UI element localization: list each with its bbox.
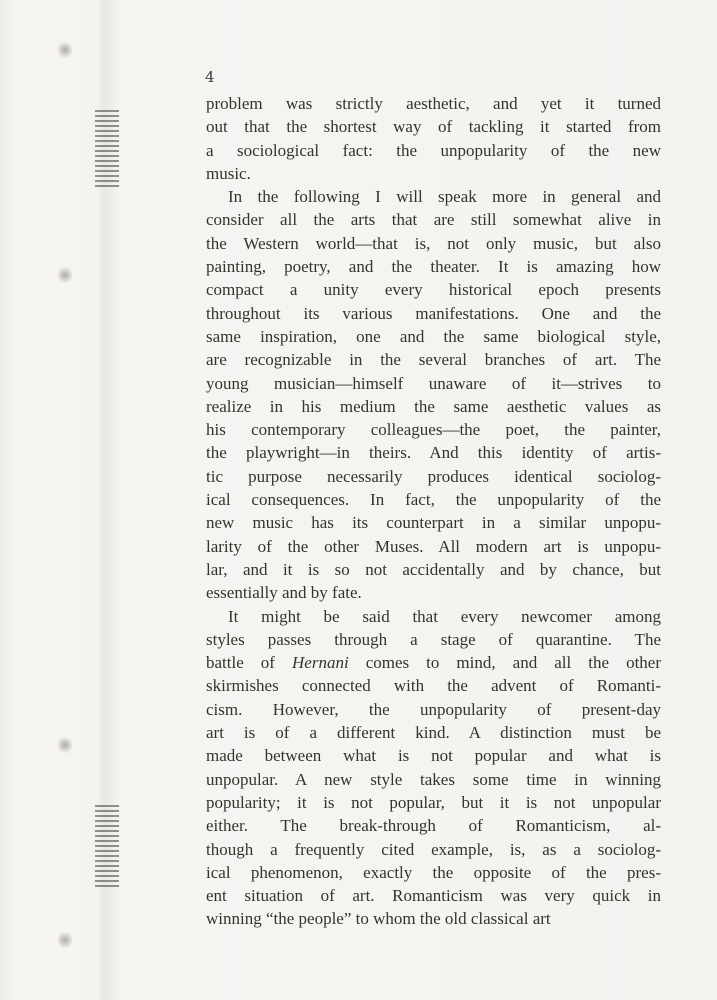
page-number: 4 — [205, 68, 215, 86]
text-line: consider all the arts that are still somewhat alive in — [206, 210, 661, 230]
text-line: cism. However, the unpopularity of present-day — [206, 699, 661, 719]
text-line: the playwright—in theirs. And this identity of artis- — [206, 443, 661, 463]
text-line: a sociological fact: the unpopularity of the new — [206, 140, 661, 160]
punch-hole-mark — [58, 930, 72, 950]
text-line: the Western world—that is, not only music, but also — [206, 233, 661, 253]
text-line: It might be said that every newcomer among — [228, 606, 661, 626]
text-line: young musician—himself unaware of it—strives to — [206, 373, 661, 393]
text-line: art is of a different kind. A distinction must be — [206, 723, 661, 743]
text-line: unpopular. A new style takes some time in winning — [206, 769, 661, 789]
text-line: popularity; it is not popular, but it is not unpopular — [206, 792, 661, 812]
text-line: music. — [206, 163, 251, 183]
text-line: made between what is not popular and what is — [206, 746, 661, 766]
text-line: new music has its counterpart in a similar unpopu- — [206, 513, 661, 533]
text-line: throughout its various manifestations. One and the — [206, 303, 661, 323]
paragraph — [206, 185, 661, 604]
punch-hole-mark — [58, 40, 72, 60]
text-line: same inspiration, one and the same biological style, — [206, 326, 661, 346]
text-line: essentially and by fate. — [206, 583, 362, 603]
text-line: ical phenomenon, exactly the opposite of the pres- — [206, 862, 661, 882]
paragraph — [206, 92, 661, 185]
body-text — [206, 92, 661, 931]
text-line: either. The break-through of Romanticism, al- — [206, 816, 661, 836]
binding-stitch-mark — [95, 110, 119, 190]
text-line: though a frequently cited example, is, as a sociolog- — [206, 839, 661, 859]
text-line: winning “the people” to whom the old classical art — [206, 909, 551, 929]
text-line: In the following I will speak more in general and — [228, 187, 661, 207]
text-line: lar, and it is so not accidentally and by chance, but — [206, 559, 661, 579]
text-line: ical consequences. In fact, the unpopularity of the — [206, 490, 661, 510]
text-line: styles passes through a stage of quarantine. The — [206, 629, 661, 649]
text-line: are recognizable in the several branches of art. The — [206, 350, 661, 370]
paragraph — [206, 605, 661, 931]
text-line: his contemporary colleagues—the poet, the painter, — [206, 420, 661, 440]
text-line: tic purpose necessarily produces identical sociolog- — [206, 466, 661, 486]
punch-hole-mark — [58, 735, 72, 755]
text-line: ent situation of art. Romanticism was very quick in — [206, 886, 661, 906]
text-line: skirmishes connected with the advent of Romanti- — [206, 676, 661, 696]
text-line: painting, poetry, and the theater. It is amazing how — [206, 257, 661, 277]
text-line: out that the shortest way of tackling it started from — [206, 117, 661, 137]
binding-stitch-mark — [95, 805, 119, 890]
punch-hole-mark — [58, 265, 72, 285]
text-line: larity of the other Muses. All modern art is unpopu- — [206, 536, 661, 556]
text-line: problem was strictly aesthetic, and yet it turned — [206, 94, 661, 113]
text-line: compact a unity every historical epoch presents — [206, 280, 661, 300]
text-line: battle of Hernani comes to mind, and all the other — [206, 653, 661, 673]
text-line: realize in his medium the same aesthetic values as — [206, 396, 661, 416]
